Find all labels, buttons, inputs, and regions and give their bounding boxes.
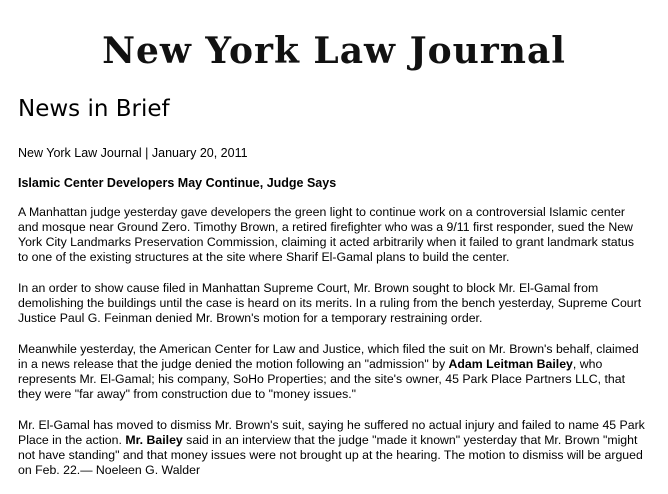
section-title: News in Brief <box>18 96 170 122</box>
paragraph-3-text-b: , who represents Mr. El-Gamal; his company, SoHo Properties; and the site's owner, 45 Park Place Partners LLC, that they were "far away" from construction due to "money issues." <box>18 357 625 401</box>
paragraph-4-text-a: Mr. El-Gamal has moved to dismiss Mr. Brown's suit, saying he suffered no actual injury and failed to name 45 Park Place in the action. <box>18 418 645 447</box>
paragraph-1: A Manhattan judge yesterday gave developers the green light to continue work on a controversial Islamic center and mosque near Ground Zero. Timothy Brown, a retired firefighter who was a 9/11 first responder, sued the New York City Landmarks Preservation Commission, claiming it acted arbitrarily when it failed to grant landmark status to one of the existing structures at the site where Sharif El-Gamal plans to build the center. <box>18 205 635 264</box>
paragraph-4 <box>18 418 646 478</box>
paragraph-2: In an order to show cause filed in Manhattan Supreme Court, Mr. Brown sought to block Mr. El-Gamal from demolishing the buildings until the case is heard on its merits. In a ruling from the bench yesterday, Supreme Court Justice Paul G. Feinman denied Mr. Brown's motion for a temporary restraining order. <box>18 281 642 325</box>
bold-name-adam-leitman-bailey: Adam Leitman Bailey <box>448 357 573 371</box>
article-body <box>18 205 646 494</box>
paragraph-3-text-a: Meanwhile yesterday, the American Center for Law and Justice, which filed the suit on Mr. Brown's behalf, claimed in a news release that the judge denied the motion following an "admission" by <box>18 342 639 371</box>
paragraph-3 <box>18 342 646 402</box>
masthead-logo: New York Law Journal <box>102 30 566 72</box>
bold-name-mr-bailey: Mr. Bailey <box>125 433 183 447</box>
article-headline: Islamic Center Developers May Continue, Judge Says <box>18 176 337 190</box>
paragraph-4-text-b: said in an interview that the judge "made it known" yesterday that Mr. Brown "might not have standing" and that money issues were not brought up at the hearing. The motion to dismiss will be argued on Feb. 22.— Noeleen G. Walder <box>18 433 643 477</box>
byline: New York Law Journal | January 20, 2011 <box>18 146 248 160</box>
